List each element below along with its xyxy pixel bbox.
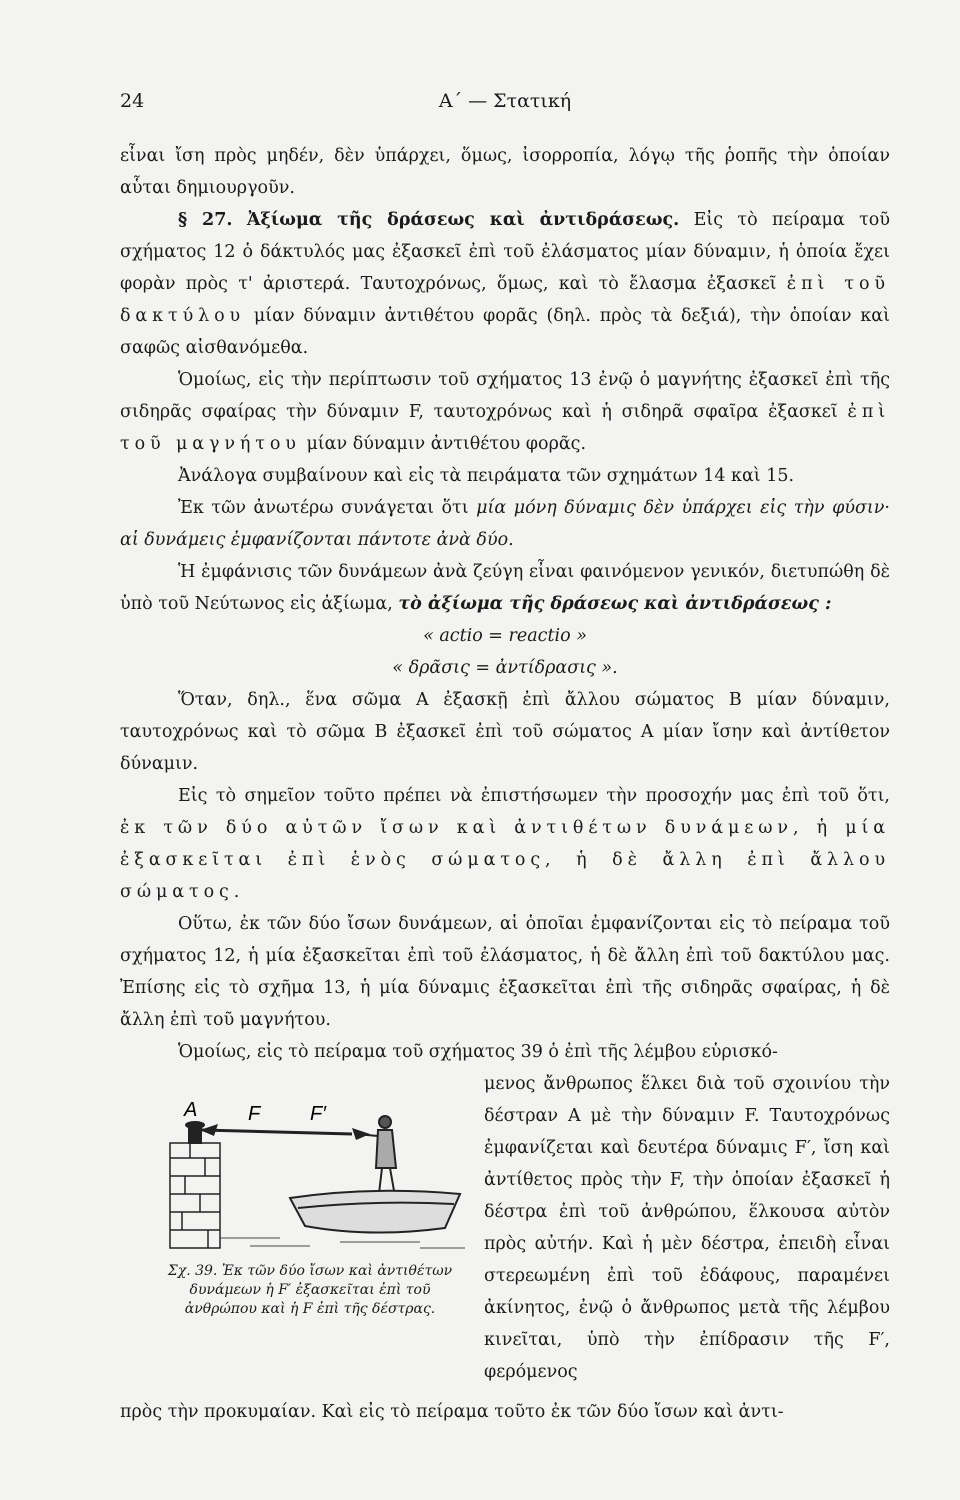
boat-illustration [120, 1098, 470, 1258]
formula-greek: « δρᾶσις = ἀντίδρασις ». [392, 658, 618, 678]
quay-wall [170, 1143, 220, 1248]
paragraph-5: Ἡ ἐμφάνισις τῶν δυνάμεων ἀνὰ ζεύγη εἶναι φαινόμενον γενικόν, διετυπώθη δὲ ὑπὸ τοῦ Νεύτωνος εἰς ἀξίωμα, τὸ ἀξίωμα τῆς δράσεως καὶ ἀντιδράσεως : [120, 562, 890, 614]
label-a: A [184, 1099, 198, 1121]
bollard [185, 1121, 205, 1144]
page-header [120, 90, 890, 120]
paragraph-3: Ἀνάλογα συμβαίνουν καὶ εἰς τὰ πειράματα τῶν σχημάτων 14 καὶ 15. [178, 466, 795, 486]
figure-39 [120, 1098, 470, 1262]
formula-latin: « actio = reactio » [423, 626, 587, 646]
label-f: F [248, 1103, 261, 1125]
paragraph-7: Εἰς τὸ σημεῖον τοῦτο πρέπει νὰ ἐπιστήσωμεν τὴν προσοχήν μας ἐπὶ τοῦ ὅτι, ἐκ τῶν δύο αὐτῶν ἴσων καὶ ἀντιθέτων δυνάμεων, ἡ μία ἐξασκεῖται ἐπὶ ἑνὸς σώματος, ἡ δὲ ἄλλη ἐπὶ ἄλλου σώματος. [120, 786, 890, 902]
figure-caption: Σχ. 39. Ἐκ τῶν δύο ἴσων καὶ ἀντιθέτων δυνάμεων ἡ F′ ἐξασκεῖται ἐπὶ τοῦ ἀνθρώπου καὶ ἡ F ἐπὶ τῆς δέστρας. [167, 1263, 453, 1317]
section-paragraph-1: § 27. Ἀξίωμα τῆς δράσεως καὶ ἀντιδράσεως. Εἰς τὸ πείραμα τοῦ σχήματος 12 ὁ δάκτυλός μας ἐξασκεῖ ἐπὶ τοῦ ἐλάσματος μίαν δύναμιν, ἡ ὁποία ἔχει φορὰν πρὸς τ' ἀριστερά. Ταυτοχρόνως, ὅμως, καὶ τὸ ἔλασμα ἐξασκεῖ ἐπὶ τοῦ δακτύλου μίαν δύναμιν ἀντιθέτου φορᾶς (δηλ. πρὸς τὰ δεξιά), τὴν ὁποίαν καὶ σαφῶς αἰσθανόμεθα. [120, 210, 890, 358]
right-column-text [484, 1068, 890, 1388]
main-text [120, 140, 890, 1068]
running-title: Α΄ — Στατική [438, 90, 572, 112]
paragraph-4: Ἐκ τῶν ἀνωτέρω συνάγεται ὅτι μία μόνη δύναμις δὲν ὑπάρχει εἰς τὴν φύσιν· αἱ δυνάμεις ἐμφανίζονται πάντοτε ἀνὰ δύο. [120, 498, 890, 550]
paragraph-2: Ὁμοίως, εἰς τὴν περίπτωσιν τοῦ σχήματος 13 ἐνῷ ὁ μαγνήτης ἐξασκεῖ ἐπὶ τῆς σιδηρᾶς σφαίρας τὴν δύναμιν F, ταυτοχρόνως καὶ ἡ σιδηρᾶ σφαῖρα ἐξασκεῖ ἐπὶ τοῦ μαγνήτου μίαν δύναμιν ἀντιθέτου φορᾶς. [120, 370, 890, 454]
bottom-line [120, 1378, 890, 1445]
page-number: 24 [120, 90, 145, 112]
man-figure [356, 1116, 396, 1202]
intro-paragraph: εἶναι ἴση πρὸς μηδέν, δὲν ὑπάρχει, ὅμως, ἰσορροπία, λόγῳ τῆς ῥοπῆς τὴν ὁποίαν αὗται δημιουργοῦν. [120, 146, 890, 198]
paragraph-8: Οὕτω, ἐκ τῶν δύο ἴσων δυνάμεων, αἱ ὁποῖαι ἐμφανίζονται εἰς τὸ πείραμα τοῦ σχήματος 12, ἡ μία ἐξασκεῖται ἐπὶ τοῦ ἐλάσματος, ἡ δὲ ἄλλη ἐπὶ τοῦ δακτύλου μας. Ἐπίσης εἰς τὸ σχῆμα 13, ἡ μία δύναμις ἐξασκεῖται ἐπὶ τῆς σιδηρᾶς σφαίρας, ἡ δὲ ἄλλη ἐπὶ τοῦ μαγνήτου. [120, 914, 890, 1030]
section-title: Ἀξίωμα τῆς δράσεως καὶ ἀντιδράσεως. [246, 210, 680, 230]
label-f-prime: F′ [310, 1103, 326, 1125]
water [220, 1238, 465, 1248]
paragraph-9-bottom: πρὸς τὴν προκυμαίαν. Καὶ εἰς τὸ πείραμα τοῦτο ἐκ τῶν δύο ἴσων καὶ ἀντι- [120, 1401, 784, 1422]
paragraph-9-start: Ὁμοίως, εἰς τὸ πείραμα τοῦ σχήματος 39 ὁ ἐπὶ τῆς λέμβου εὑρισκό- [178, 1042, 778, 1062]
paragraph-9-right: μενος ἄνθρωπος ἕλκει διὰ τοῦ σχοινίου τὴν δέστραν A μὲ τὴν δύναμιν F. Ταυτοχρόνως ἐμφανίζεται καὶ δευτέρα δύναμις F′, ἴση καὶ ἀντίθετος πρὸς τὴν F, τὴν ὁποίαν ἐξασκεῖ ἡ δέστρα ἐπὶ τοῦ ἀνθρώπου, ἕλκουσα αὐτὸν πρὸς αὐτήν. Καὶ ἡ μὲν δέστρα, ἐπειδὴ εἶναι στερεωμένη ἐπὶ τοῦ ἐδάφους, παραμένει ἀκίνητος, ἐνῷ ὁ ἄνθρωπος μετὰ τῆς λέμβου κινεῖται, ὑπὸ τὴν ἐπίδρασιν τῆς F′, φερόμενος [484, 1074, 890, 1382]
rope [202, 1130, 352, 1134]
boat [290, 1191, 460, 1233]
paragraph-6: Ὅταν, δηλ., ἕνα σῶμα A ἐξασκῇ ἐπὶ ἄλλου σώματος B μίαν δύναμιν, ταυτοχρόνως καὶ τὸ σῶμα B ἐξασκεῖ ἐπὶ τοῦ σώματος A μίαν ἴσην καὶ ἀντίθετον δύναμιν. [120, 690, 890, 774]
section-number: § 27. [178, 210, 233, 230]
